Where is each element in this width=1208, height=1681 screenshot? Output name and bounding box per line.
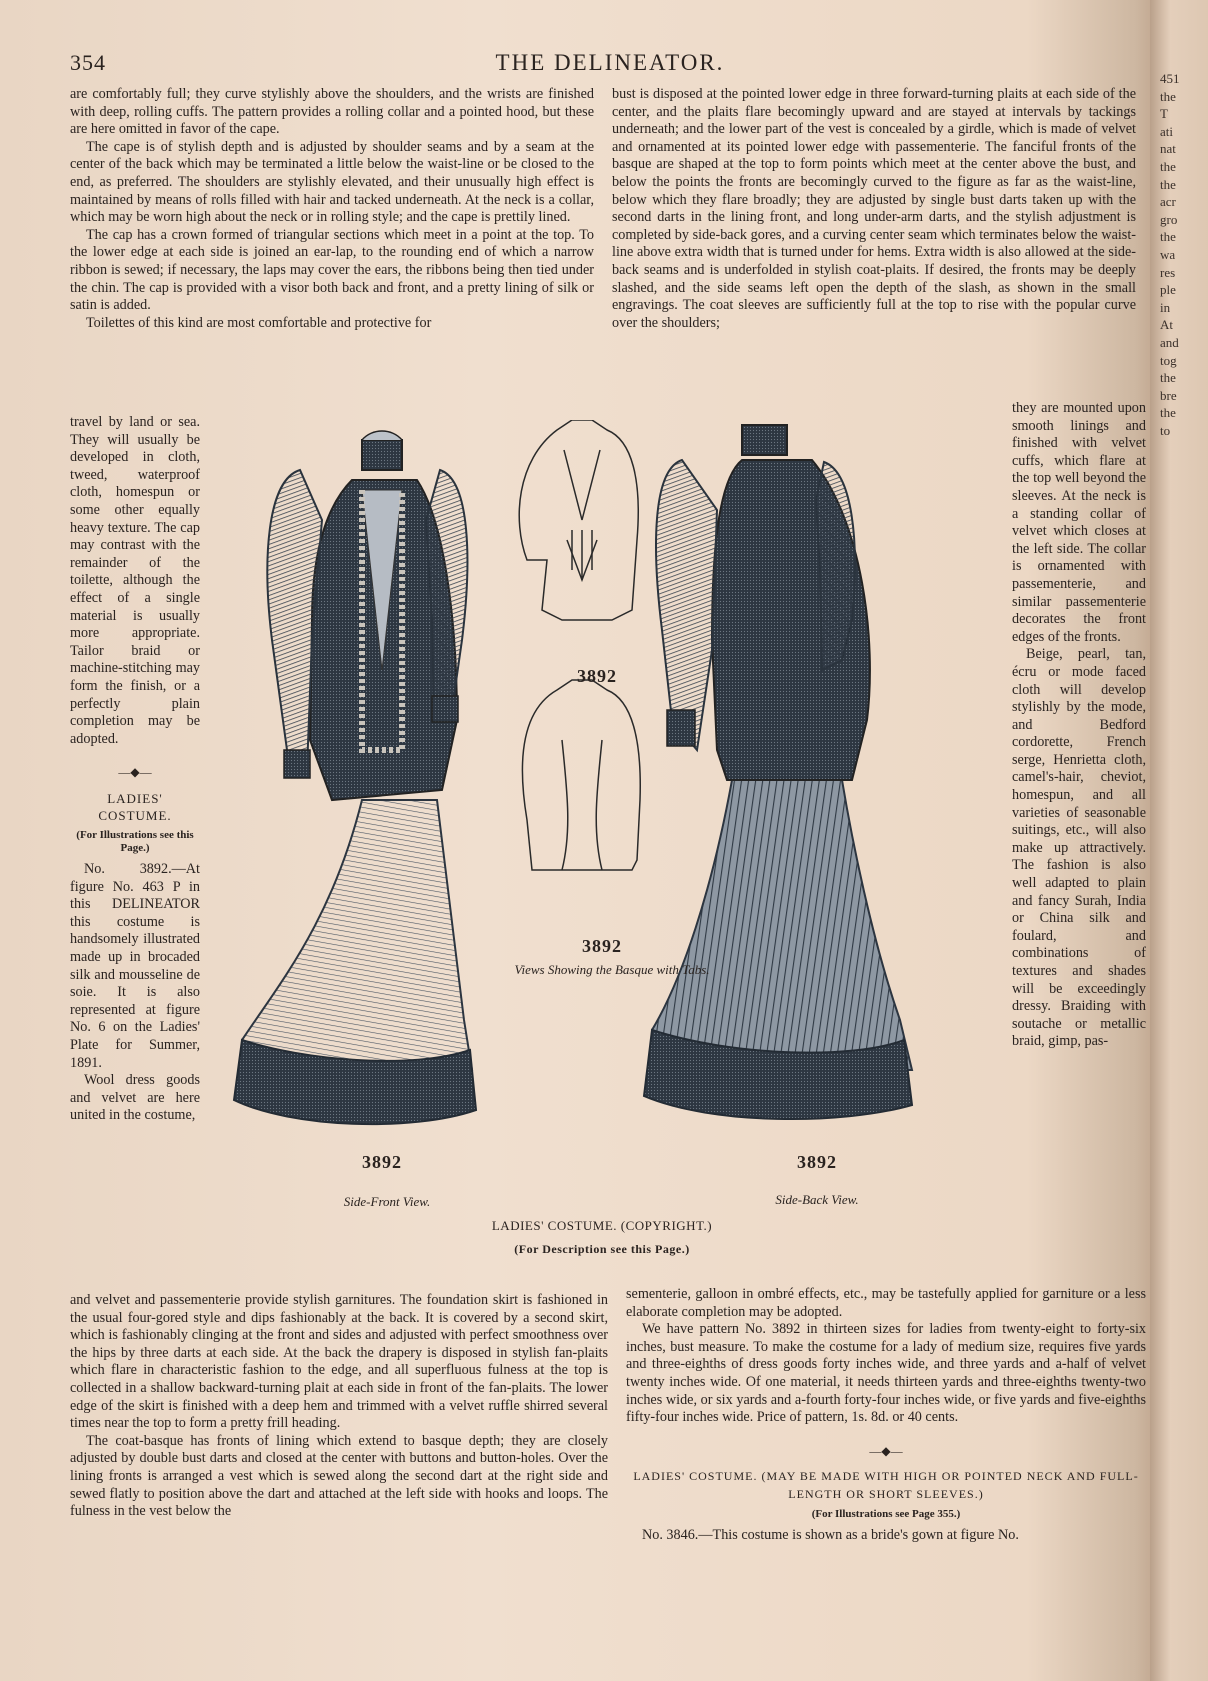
next-page-fragment: T [1160, 106, 1168, 122]
next-page-fragment: ple [1160, 282, 1176, 298]
front-figure [234, 431, 476, 1124]
next-page-fragment: At [1160, 317, 1173, 333]
next-page-fragment: wa [1160, 246, 1176, 262]
column-left-bottom [70, 1292, 608, 1521]
costume-illustration [212, 420, 1007, 1260]
section-note: (For Illustrations see this Page.) [76, 829, 194, 855]
paragraph: travel by land or sea. They will usually be developed in cloth, tweed, waterproof cloth, homespun or some other equally heavy texture. The cap may contrast with the remainder of the toilette, although the effect of a single material is usually more appropriate. Tailor braid or machine-stitching may form the finish, or a perfectly plain completion may be adopted. [70, 414, 200, 747]
next-page-fragment: res [1160, 264, 1176, 280]
next-page-fragment: the [1160, 229, 1176, 245]
next-page-cut-text [1160, 70, 1180, 439]
next-page-fragment: acr [1160, 194, 1176, 210]
pattern-number-small-top: 3892 [577, 666, 617, 686]
back-figure [644, 425, 912, 1119]
column-right-bottom [626, 1286, 1146, 1544]
pattern-number-front: 3892 [362, 1152, 402, 1172]
paragraph: No. 3892.—At figure No. 463 P in this DELINEATOR this costume is handsomely illustrated made up in brocaded silk and mousseline de soie. It is also represented at figure No. 6 on the Ladies' Plate for Summer, 1891. [70, 861, 200, 1071]
caption-small-views: Views Showing the Basque with Tabs. [514, 962, 710, 977]
section-heading: LADIES' COSTUME. (MAY BE MADE WITH HIGH OR POINTED NECK AND FULL-LENGTH OR SHORT SLEEVES.) [633, 1469, 1139, 1501]
next-page-fragment: gro [1160, 211, 1178, 227]
paragraph: are comfortably full; they curve stylishly above the shoulders, and the wrists are finished with deep, rolling cuffs. The pattern provides a rolling collar and a pointed hood, but these are here omitted in favor of the cape. [70, 86, 594, 138]
paragraph: Toilettes of this kind are most comfortable and protective for [86, 314, 432, 331]
pattern-number-back: 3892 [797, 1152, 837, 1172]
page-header [70, 50, 1150, 80]
next-page-fragment: the [1160, 88, 1176, 104]
paragraph: The cap has a crown formed of triangular sections which meet in a point at the top. To the lower edge at each side is joined an ear-lap, to the rounding end of which a narrow ribbon is sewed; if necessary, the laps may cover the ears, the ribbons being then tied under the chin. The cap is provided with a visor both back and front, and a pretty lining of silk or satin is added. [70, 226, 594, 314]
paragraph: sementerie, galloon in ombré effects, etc., may be tastefully applied for garniture or a less elaborate completion may be adopted. [626, 1286, 1146, 1320]
next-page-fragment: the [1160, 370, 1176, 386]
paragraph: Wool dress goods and velvet are here united in the costume, [70, 1072, 200, 1124]
pattern-number-small-bottom: 3892 [582, 936, 622, 956]
section-heading: LADIES' COSTUME. [98, 790, 172, 824]
divider: —◆— [869, 1443, 903, 1458]
paragraph: The cape is of stylish depth and is adjusted by shoulder seams and by a seam at the center of the back which may be terminated a little below the waist-line or be closed to the end, as preferred. The shoulders are stylishly elevated, and their unusually high effect is maintained by means of rolls filled with hair and tacked underneath. At the neck is a collar, which may be worn high about the neck or in rolling style; and the cape is prettily lined. [70, 138, 594, 226]
column-left-narrow [70, 414, 200, 1125]
paragraph: Beige, pearl, tan, écru or mode faced cloth will develop stylishly by the mode, and Bedford cordorette, French serge, Henrietta cloth, camel's-hair, cheviot, homespun, and all varieties of seasonable suitings, etc., will also make up attractively. The fashion is also well adapted to plain and fancy Surah, India or China silk and foulard, and combinations of textures and shades will be exceedingly dressy. Braiding with soutache or metallic braid, gimp, pas- [1012, 646, 1146, 1050]
paragraph: We have pattern No. 3892 in thirteen sizes for ladies from twenty-eight to forty-six inches, bust measure. To make the costume for a lady of medium size, requires five yards and three-eighths of dress goods forty inches wide, and three yards and a-half of velvet twenty inches wide. Of one material, it needs thirteen yards and three-eighths twenty-two inches wide, or six yards and a-fourth forty-four inches wide, or five yards and five-eighths fifty-four inches wide. Price of pattern, 1s. 8d. or 40 cents. [626, 1321, 1146, 1426]
column-left-top [70, 86, 594, 332]
paragraph: No. 3846.—This costume is shown as a bride's gown at figure No. [642, 1526, 1019, 1543]
next-page-fragment: the [1160, 176, 1176, 192]
caption-sub: (For Description see this Page.) [514, 1242, 690, 1256]
page-title: THE DELINEATOR. [495, 50, 725, 75]
next-page-fragment: tog [1160, 352, 1177, 368]
divider: —◆— [118, 765, 152, 780]
next-page-fragment: the [1160, 158, 1176, 174]
caption-side-front: Side-Front View. [343, 1194, 431, 1209]
paragraph: The coat-basque has fronts of lining which extend to basque depth; they are closely adjusted by double bust darts and closed at the center with buttons and button-holes. Over the lining fronts is arranged a vest which is sewed along the second dart at the right side and sewed flatly to position above the dart and attached at the left side with hooks and loops. The fulness in the vest below the [70, 1432, 608, 1520]
paragraph: bust is disposed at the pointed lower edge in three forward-turning plaits at each side of the center, and the plaits flare becomingly upward and are stayed at intervals by tackings underneath; and the lower part of the vest is concealed by a girdle, which is made of velvet and ornamented at its pointed lower edge with passementerie. The fanciful fronts of the basque are shaped at the top to form points which meet at the center above the bust, and below the points the fronts are becomingly curved to the figure as far as the waist-line, below which they flare broadly; they are adjusted by single bust darts taken up with the second darts in the lining front, and long under-arm darts, and the stylish adjustment is completed by side-back gores, and a curving center seam which terminates below the waist-line above extra width that is turned under for hems. Extra width is also allowed at the side-back seams and is underfolded in stylish coat-plaits. If desired, the fronts may be deeply slashed, and the side seams left open the depth of the slash, as shown in the small engravings. The coat sleeves are sufficiently full at the top to rise with the popular curve over the shoulders; [612, 86, 1136, 331]
paragraph: they are mounted upon smooth linings and finished with velvet cuffs, which flare at the top well beyond the sleeves. At the neck is a standing collar of velvet which closes at the left side. The collar is ornamented with passementerie, and similar passementerie decorates the front edges of the fronts. [1012, 400, 1146, 645]
next-page-fragment: 451 [1160, 71, 1180, 86]
next-page-fragment: to [1160, 422, 1171, 438]
caption-side-back: Side-Back View. [775, 1192, 859, 1207]
next-page-fragment: in [1160, 299, 1171, 315]
next-page-fragment: the [1160, 405, 1176, 421]
paragraph: and velvet and passementerie provide stylish garnitures. The foundation skirt is fashioned in the usual four-gored style and dips fashionably at the back. It is covered by a second skirt, which is fashionably clinging at the front and sides and adjusted with perfect smoothness over the hips by three darts at each side. At the back the drapery is disposed in stylish fan-plaits which flare in characteristic fashion to the edge, and all superfluous fulness at the top is collected in a shallow backward-turning plait at each side in front of the fan-plaits. The lower edge of the skirt is finished with a deep hem and trimmed with a velvet ruffle shirred several times near the top to form a pretty frill heading. [70, 1292, 608, 1432]
column-right-top [612, 86, 1136, 332]
caption-main: LADIES' COSTUME. (COPYRIGHT.) [491, 1218, 713, 1233]
next-page-fragment: bre [1160, 387, 1177, 403]
costume-engraving [212, 420, 1007, 1260]
page-number: 354 [70, 50, 106, 75]
basque-back-sketch [522, 680, 640, 870]
column-right-narrow [1012, 400, 1146, 1051]
section-note: (For Illustrations see Page 355.) [811, 1507, 961, 1520]
next-page-fragment: ati [1160, 123, 1173, 139]
basque-front-sketch [519, 420, 638, 620]
next-page-fragment: and [1160, 334, 1179, 350]
next-page-fragment: nat [1160, 141, 1176, 157]
